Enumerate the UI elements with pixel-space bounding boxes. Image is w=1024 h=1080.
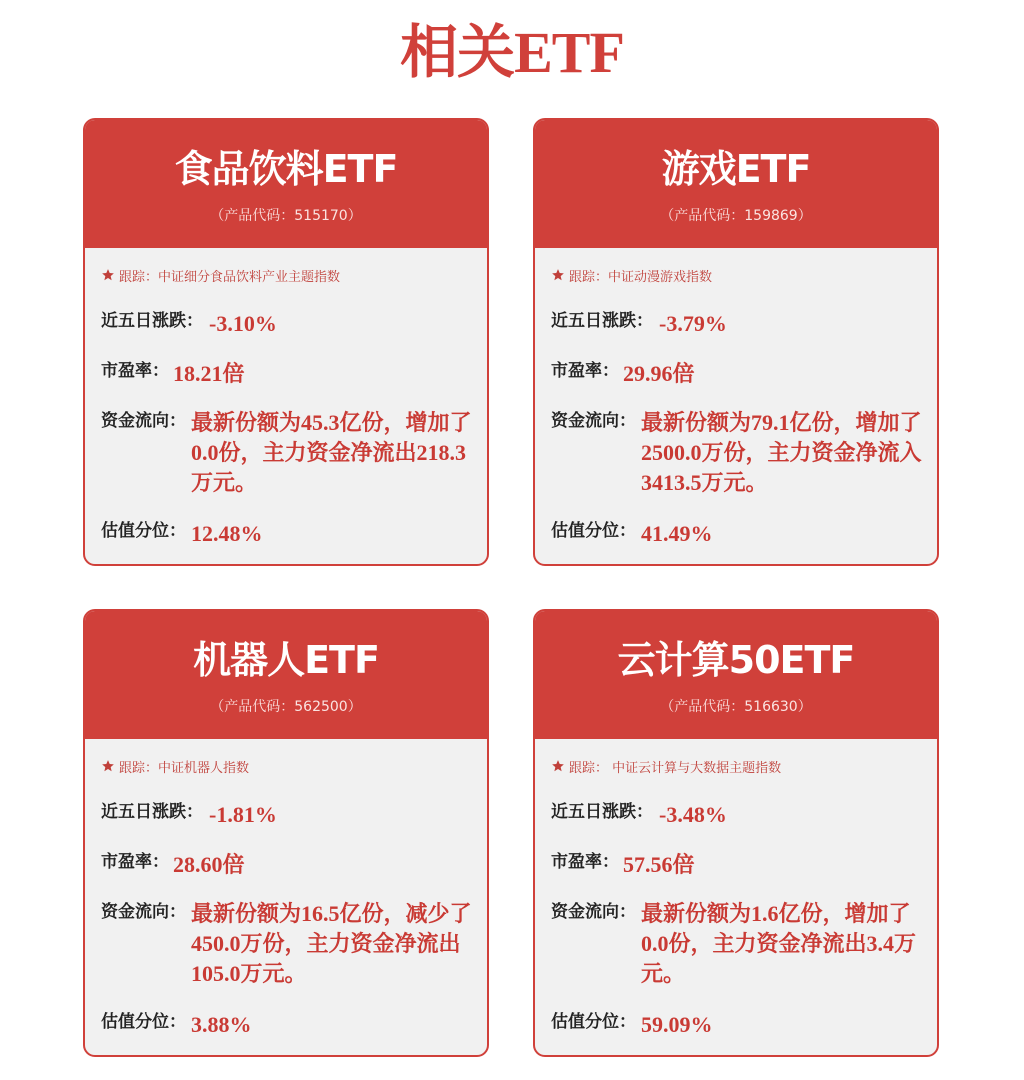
valuation-value: 12.48%: [191, 521, 263, 546]
star-icon: [101, 268, 115, 282]
five-day-change-label: 近五日涨跌：: [551, 311, 653, 331]
valuation-row: [551, 1009, 923, 1039]
etf-name: 机器人ETF: [193, 638, 379, 682]
fund-flow-value: 最新份额为1.6亿份，增加了0.0份，主力资金净流出3.4万元。: [641, 901, 917, 986]
tracking-index: [551, 268, 712, 288]
tracking-index-name: 中证机器人指数: [158, 761, 250, 776]
fund-flow-label: 资金流向：: [101, 902, 186, 922]
pe-label: 市盈率：: [101, 361, 169, 381]
star-icon: [551, 759, 565, 773]
etf-card-cloud-computing: [533, 609, 939, 1057]
five-day-change-value: -1.81%: [209, 802, 277, 827]
fund-flow-row: [101, 408, 473, 500]
product-code: （产品代码：515170）: [210, 208, 362, 224]
pe-value: 18.21倍: [173, 361, 245, 386]
pe-row: [551, 358, 923, 388]
five-day-change-value: -3.48%: [659, 802, 727, 827]
product-code: （产品代码：159869）: [660, 208, 812, 224]
etf-card-robotics: [83, 609, 489, 1057]
fund-flow-label: 资金流向：: [551, 411, 636, 431]
five-day-change-value: -3.10%: [209, 311, 277, 336]
pe-label: 市盈率：: [101, 852, 169, 872]
pe-label: 市盈率：: [551, 852, 619, 872]
card-header: [535, 120, 937, 248]
valuation-row: [101, 1009, 473, 1039]
card-body: [551, 248, 923, 564]
pe-value: 29.96倍: [623, 361, 695, 386]
page-title-cn: 相关: [400, 18, 515, 86]
valuation-row: [551, 518, 923, 548]
five-day-change-label: 近五日涨跌：: [101, 802, 203, 822]
valuation-label: 估值分位：: [551, 1012, 636, 1032]
tracking-index: [101, 759, 249, 779]
etf-name: 游戏ETF: [661, 147, 811, 191]
valuation-label: 估值分位：: [101, 1012, 186, 1032]
valuation-label: 估值分位：: [101, 521, 186, 541]
card-body: [101, 739, 473, 1055]
valuation-row: [101, 518, 473, 548]
star-icon: [551, 268, 565, 282]
five-day-change-row: [101, 799, 473, 829]
tracking-index: [101, 268, 340, 288]
pe-value: 57.56倍: [623, 852, 695, 877]
fund-flow-value: 最新份额为79.1亿份，增加了2500.0万份，主力资金净流入3413.5万元。: [641, 410, 922, 495]
valuation-label: 估值分位：: [551, 521, 636, 541]
pe-value: 28.60倍: [173, 852, 245, 877]
fund-flow-row: [101, 899, 473, 991]
card-body: [101, 248, 473, 564]
pe-row: [551, 849, 923, 879]
etf-name: 云计算50ETF: [617, 638, 855, 682]
product-code: （产品代码：516630）: [660, 699, 812, 715]
valuation-value: 59.09%: [641, 1012, 713, 1037]
five-day-change-label: 近五日涨跌：: [551, 802, 653, 822]
fund-flow-value: 最新份额为45.3亿份，增加了0.0份，主力资金净流出218.3万元。: [191, 410, 472, 495]
fund-flow-row: [551, 408, 923, 500]
star-icon: [101, 759, 115, 773]
tracking-index-name: 中证细分食品饮料产业主题指数: [158, 270, 341, 285]
fund-flow-value: 最新份额为16.5亿份，减少了450.0万份，主力资金净流出105.0万元。: [191, 901, 472, 986]
five-day-change-value: -3.79%: [659, 311, 727, 336]
card-header: [535, 611, 937, 739]
etf-card-gaming: [533, 118, 939, 566]
tracking-prefix: 跟踪：: [119, 761, 159, 776]
pe-label: 市盈率：: [551, 361, 619, 381]
valuation-value: 41.49%: [641, 521, 713, 546]
product-code: （产品代码：562500）: [210, 699, 362, 715]
fund-flow-row: [551, 899, 923, 991]
pe-row: [101, 358, 473, 388]
fund-flow-label: 资金流向：: [101, 411, 186, 431]
tracking-index: [551, 759, 781, 779]
five-day-change-row: [551, 799, 923, 829]
five-day-change-row: [551, 308, 923, 338]
five-day-change-row: [101, 308, 473, 338]
tracking-prefix: 跟踪：: [569, 270, 609, 285]
pe-row: [101, 849, 473, 879]
card-header: [85, 611, 487, 739]
page-title: [0, 10, 1024, 95]
etf-card-food-beverage: [83, 118, 489, 566]
card-body: [551, 739, 923, 1055]
etf-name: 食品饮料ETF: [174, 147, 398, 191]
valuation-value: 3.88%: [191, 1012, 252, 1037]
card-header: [85, 120, 487, 248]
page-title-latin: ETF: [514, 20, 624, 85]
tracking-prefix: 跟踪：: [119, 270, 159, 285]
tracking-index-name: 中证云计算与大数据主题指数: [608, 761, 782, 776]
five-day-change-label: 近五日涨跌：: [101, 311, 203, 331]
tracking-index-name: 中证动漫游戏指数: [608, 270, 713, 285]
fund-flow-label: 资金流向：: [551, 902, 636, 922]
tracking-prefix: 跟踪：: [569, 761, 609, 776]
